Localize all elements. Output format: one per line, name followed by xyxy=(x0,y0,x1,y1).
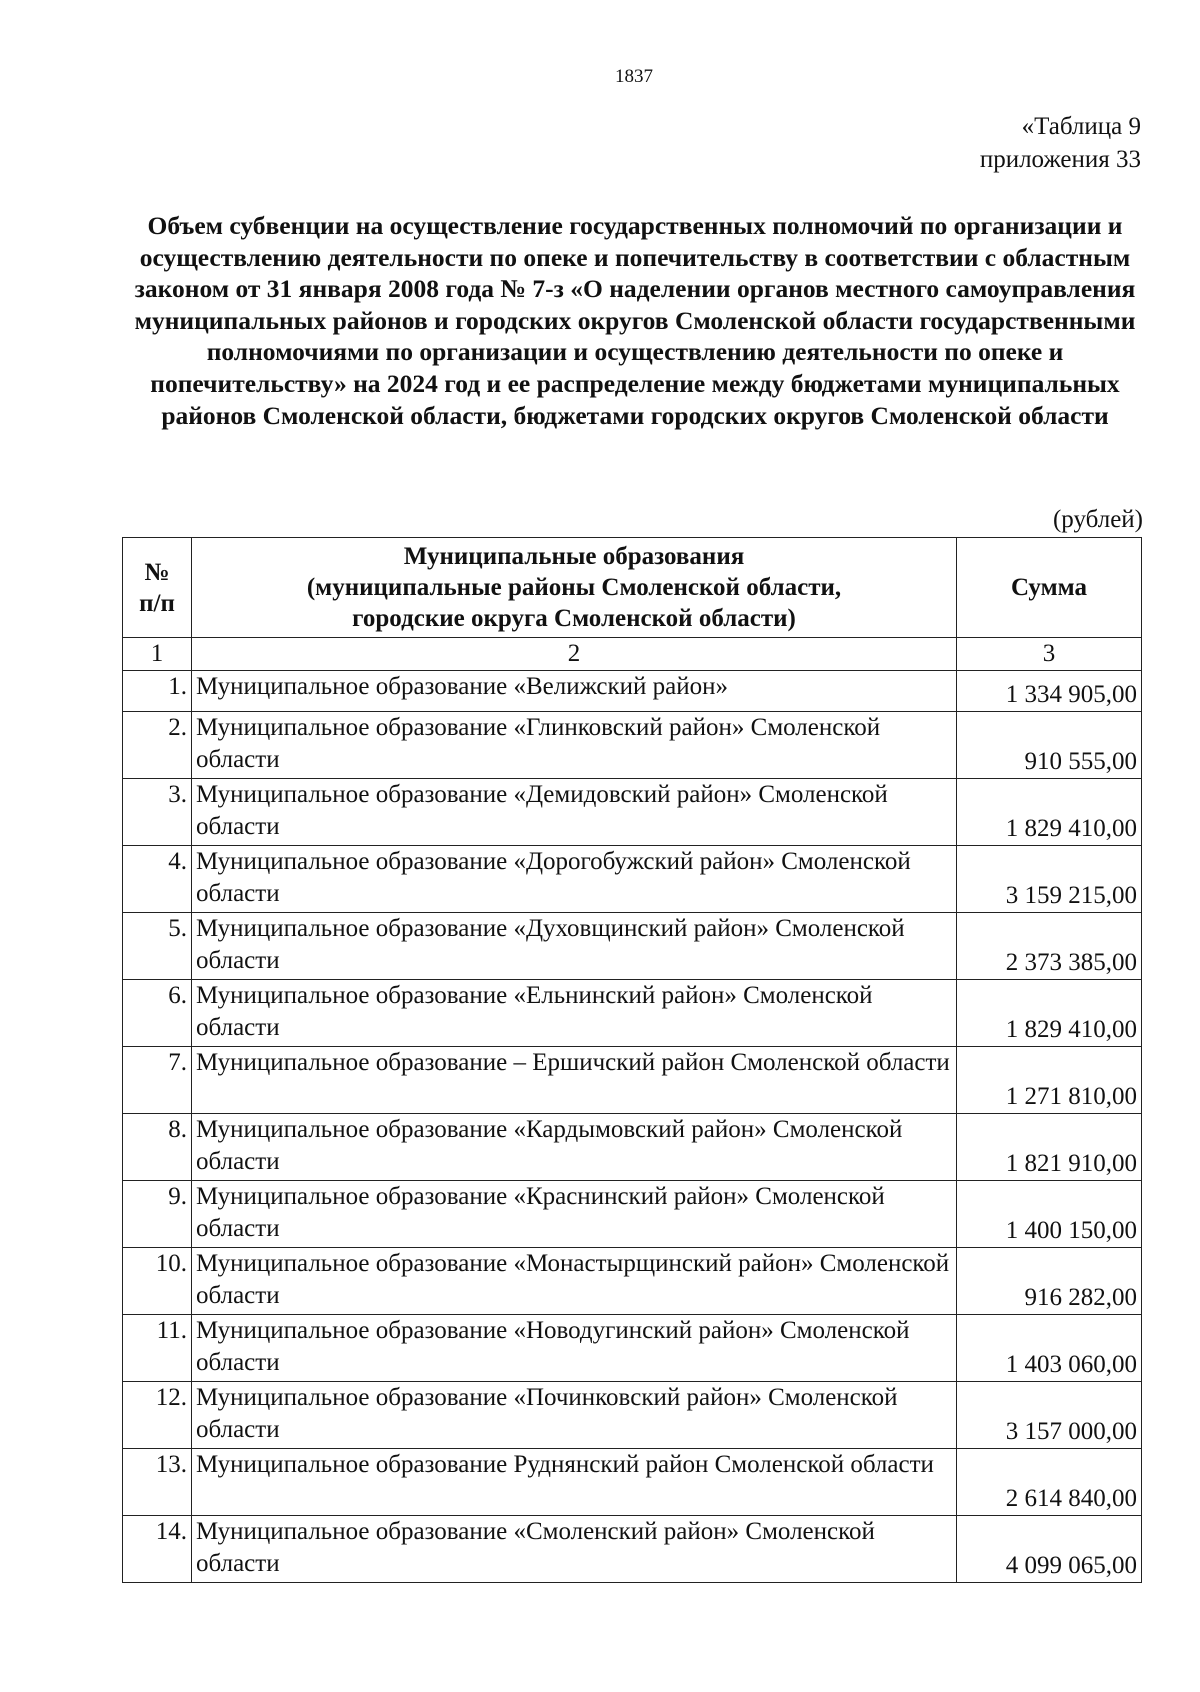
row-sum: 1 334 905,00 xyxy=(957,671,1142,712)
table-row xyxy=(123,1114,1142,1181)
header-municipality-line1: Муниципальные образования xyxy=(403,543,745,570)
table-row xyxy=(123,1047,1142,1114)
table-row xyxy=(123,1181,1142,1248)
row-number: 7. xyxy=(123,1047,192,1114)
column-number: 3 xyxy=(957,638,1142,671)
column-number: 2 xyxy=(192,638,957,671)
table-row xyxy=(123,1382,1142,1449)
row-municipality: Муниципальное образование «Краснинский район» Смоленской области xyxy=(192,1181,957,1248)
row-number: 12. xyxy=(123,1382,192,1449)
row-sum: 3 157 000,00 xyxy=(957,1382,1142,1449)
row-municipality: Муниципальное образование «Смоленский район» Смоленской области xyxy=(192,1516,957,1583)
row-number: 4. xyxy=(123,846,192,913)
row-sum: 1 400 150,00 xyxy=(957,1181,1142,1248)
row-number: 10. xyxy=(123,1248,192,1315)
row-sum: 916 282,00 xyxy=(957,1248,1142,1315)
row-municipality: Муниципальное образование «Новодугинский район» Смоленской области xyxy=(192,1315,957,1382)
header-number-line2: п/п xyxy=(139,589,175,617)
row-municipality: Муниципальное образование «Демидовский район» Смоленской области xyxy=(192,779,957,846)
row-sum: 3 159 215,00 xyxy=(957,846,1142,913)
table-row xyxy=(123,980,1142,1047)
header-number-line1: № xyxy=(144,558,170,586)
document-title: Объем субвенции на осуществление государственных полномочий по организации и осуществлению деятельности по опеке и попечительству в соответствии с областным законом от 31 января 2008 года № 7-з «О наделении органов местного самоуправления муниципальных районов и городских округов Смоленской области государственными полномочиями по организации и осуществлению деятельности по опеке и попечительству» на 2024 год и ее распределение между бюджетами муниципальных районов Смоленской области, бюджетами городских округов Смоленской области xyxy=(134,211,1136,430)
table-row xyxy=(123,1248,1142,1315)
row-municipality: Муниципальное образование «Глинковский район» Смоленской области xyxy=(192,712,957,779)
row-sum: 910 555,00 xyxy=(957,712,1142,779)
table-row xyxy=(123,712,1142,779)
row-number: 8. xyxy=(123,1114,192,1181)
row-sum: 2 373 385,00 xyxy=(957,913,1142,980)
table-row xyxy=(123,1516,1142,1583)
row-number: 13. xyxy=(123,1449,192,1516)
header-municipality-line2: (муниципальные районы Смоленской области, xyxy=(306,574,842,601)
header-number xyxy=(123,538,192,638)
row-municipality: Муниципальное образование «Ельнинский район» Смоленской области xyxy=(192,980,957,1047)
row-sum: 1 829 410,00 xyxy=(957,779,1142,846)
row-municipality: Муниципальное образование «Духовщинский район» Смоленской области xyxy=(192,913,957,980)
table-ref-line2: приложения 33 xyxy=(979,146,1141,173)
row-municipality: Муниципальное образование «Монастырщинский район» Смоленской области xyxy=(192,1248,957,1315)
table-row xyxy=(123,1315,1142,1382)
row-number: 14. xyxy=(123,1516,192,1583)
row-number: 3. xyxy=(123,779,192,846)
column-number: 1 xyxy=(123,638,192,671)
header-municipality-line3: городские округа Смоленской области) xyxy=(352,605,796,632)
row-sum: 1 829 410,00 xyxy=(957,980,1142,1047)
table-row xyxy=(123,913,1142,980)
table-reference xyxy=(860,110,1141,176)
row-municipality: Муниципальное образование – Ершичский район Смоленской области xyxy=(192,1047,957,1114)
page-number: 1837 xyxy=(615,66,653,87)
row-sum: 2 614 840,00 xyxy=(957,1449,1142,1516)
row-number: 9. xyxy=(123,1181,192,1248)
table-ref-line1: «Таблица 9 xyxy=(1021,113,1141,140)
row-sum: 4 099 065,00 xyxy=(957,1516,1142,1583)
row-sum: 1 403 060,00 xyxy=(957,1315,1142,1382)
row-number: 1. xyxy=(123,671,192,712)
header-municipality xyxy=(192,538,957,638)
row-municipality: Муниципальное образование «Кардымовский район» Смоленской области xyxy=(192,1114,957,1181)
table-row xyxy=(123,1449,1142,1516)
table-row xyxy=(123,671,1142,712)
row-number: 11. xyxy=(123,1315,192,1382)
table-row xyxy=(123,846,1142,913)
row-number: 2. xyxy=(123,712,192,779)
row-sum: 1 821 910,00 xyxy=(957,1114,1142,1181)
header-sum: Сумма xyxy=(957,538,1142,638)
row-number: 5. xyxy=(123,913,192,980)
row-sum: 1 271 810,00 xyxy=(957,1047,1142,1114)
row-municipality: Муниципальное образование «Дорогобужский район» Смоленской области xyxy=(192,846,957,913)
row-municipality: Муниципальное образование «Велижский район» xyxy=(192,671,957,712)
row-municipality: Муниципальное образование Руднянский район Смоленской области xyxy=(192,1449,957,1516)
subvention-table xyxy=(122,537,1142,1583)
table-row xyxy=(123,779,1142,846)
column-number-row xyxy=(123,638,1142,671)
row-municipality: Муниципальное образование «Починковский район» Смоленской области xyxy=(192,1382,957,1449)
row-number: 6. xyxy=(123,980,192,1047)
unit-label: (рублей) xyxy=(1052,506,1143,533)
table-header-row xyxy=(123,538,1142,638)
